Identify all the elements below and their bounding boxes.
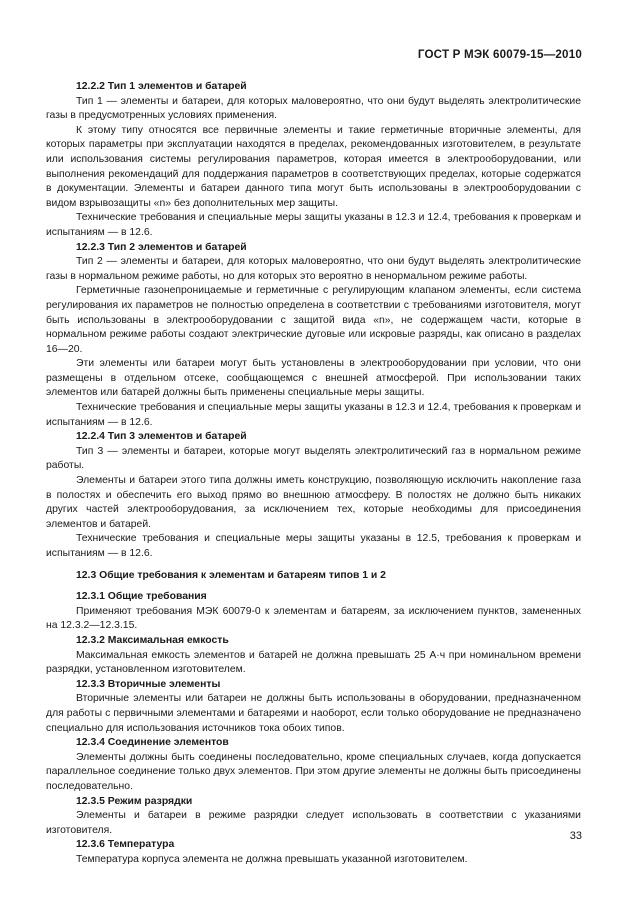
subsection-heading: 12.3.1 Общие требования (76, 591, 207, 603)
paragraph: Максимальная емкость элементов и батарей не должна превышать 25 А·ч при номинальном времени разрядки, установленном изготовителем. (46, 649, 581, 676)
subsection-heading: 12.3.5 Режим разрядки (76, 795, 193, 807)
paragraph: Элементы должны быть соединены последовательно, кроме специальных случаев, когда допускается параллельное соединение только двух элементов. При этом другие элементы не должны быть присоединены последовательно. (46, 751, 581, 792)
paragraph: Элементы и батареи этого типа должны иметь конструкцию, позволяющую исключить накопление газа в полостях и обеспечить его выход прямо во внешнюю атмосферу. В полостях не должно быть никаких других частей электрооборудования, за исключением тех, которые необходимы для присоединения элементов и батарей. (46, 475, 581, 530)
paragraph: Тип 2 — элементы и батареи, для которых маловероятно, что они будут выделять электролитические газы в нормальном режиме работы, но для которых это вероятно в ненормальном режиме работы. (46, 256, 581, 282)
paragraph: Технические требования и специальные меры защиты указаны в 12.3 и 12.4, требования к проверкам и испытаниям — в 12.6. (46, 212, 581, 238)
document-body (46, 80, 581, 867)
paragraph: Применяют требования МЭК 60079-0 к элементам и батареям, за исключением пунктов, замененных на 12.3.2—12.3.15. (46, 605, 581, 632)
subsection-heading: 12.2.3 Тип 2 элементов и батарей (76, 241, 247, 253)
paragraph: Тип 1 — элементы и батареи, для которых маловероятно, что они будут выделять электролитические газы в предусмотренных условиях применения. (46, 95, 581, 122)
subsection-heading: 12.3.3 Вторичные элементы (76, 678, 221, 690)
page-number: 33 (569, 830, 582, 842)
document-header: ГОСТ Р МЭК 60079-15—2010 (417, 48, 582, 61)
subsection-heading: 12.3.4 Соединение элементов (76, 737, 229, 749)
subsection-heading: 12.3.6 Температура (76, 839, 175, 851)
subsection-heading: 12.2.2 Тип 1 элементов и батарей (76, 81, 247, 92)
subsection-heading: 12.3.2 Максимальная емкость (76, 634, 229, 646)
paragraph: Тип 3 — элементы и батареи, которые могут выделять электролитический газ в нормальном режиме работы. (46, 445, 581, 472)
paragraph: К этому типу относятся все первичные элементы и такие герметичные вторичные элементы, для которых параметры при эксплуатации находятся в пределах, рекомендованных изготовителем, в результате или использования системы регулирования параметров, которая имеется в электрооборудовании, или выполнения рекомендаций для поддержания параметров в соответствующих пределах, которые содержатся в документации. Элементы и батареи данного типа могут быть использованы в электрооборудовании с видом взрывозащиты «n» без дополнительных мер защиты. (46, 124, 581, 209)
paragraph: Вторичные элементы или батареи не должны быть использованы в оборудовании, предназначенном для работы с первичными элементами и батареями и наоборот, если только оборудование не предназначено специально для использования источников тока обоих типов. (46, 693, 581, 734)
paragraph: Элементы и батареи в режиме разрядки следует использовать в соответствии с указаниями изготовителя. (46, 810, 581, 836)
paragraph: Технические требования и специальные меры защиты указаны в 12.3 и 12.4, требования к проверкам и испытаниям — в 12.6. (46, 402, 581, 428)
paragraph: Эти элементы или батареи могут быть установлены в электрооборудовании при условии, что они размещены в отдельном отсеке, сообщающемся с внешней атмосферой. При использовании таких элементов или батарей должны быть применены специальные меры защиты. (46, 358, 581, 399)
paragraph: Температура корпуса элемента не должна превышать указанной изготовителем. (76, 853, 468, 865)
subsection-heading: 12.2.4 Тип 3 элементов и батарей (76, 431, 247, 443)
paragraph: Герметичные газонепроницаемые и герметичные с регулирующим клапаном элементы, если система регулирования их параметров не полностью определена в соответствии с требованиями изготовителя, могут быть использованы в электрооборудовании с защитой вида «n», не содержащем части, которые в нормальном режиме работы создают электрические дуговые или искровые разряды, как описано в разделах 16—20. (46, 285, 581, 355)
section-heading: 12.3 Общие требования к элементам и батареям типов 1 и 2 (76, 569, 386, 581)
paragraph: Технические требования и специальные меры защиты указаны в 12.5, требования к проверкам и испытаниям — в 12.6. (46, 533, 581, 559)
